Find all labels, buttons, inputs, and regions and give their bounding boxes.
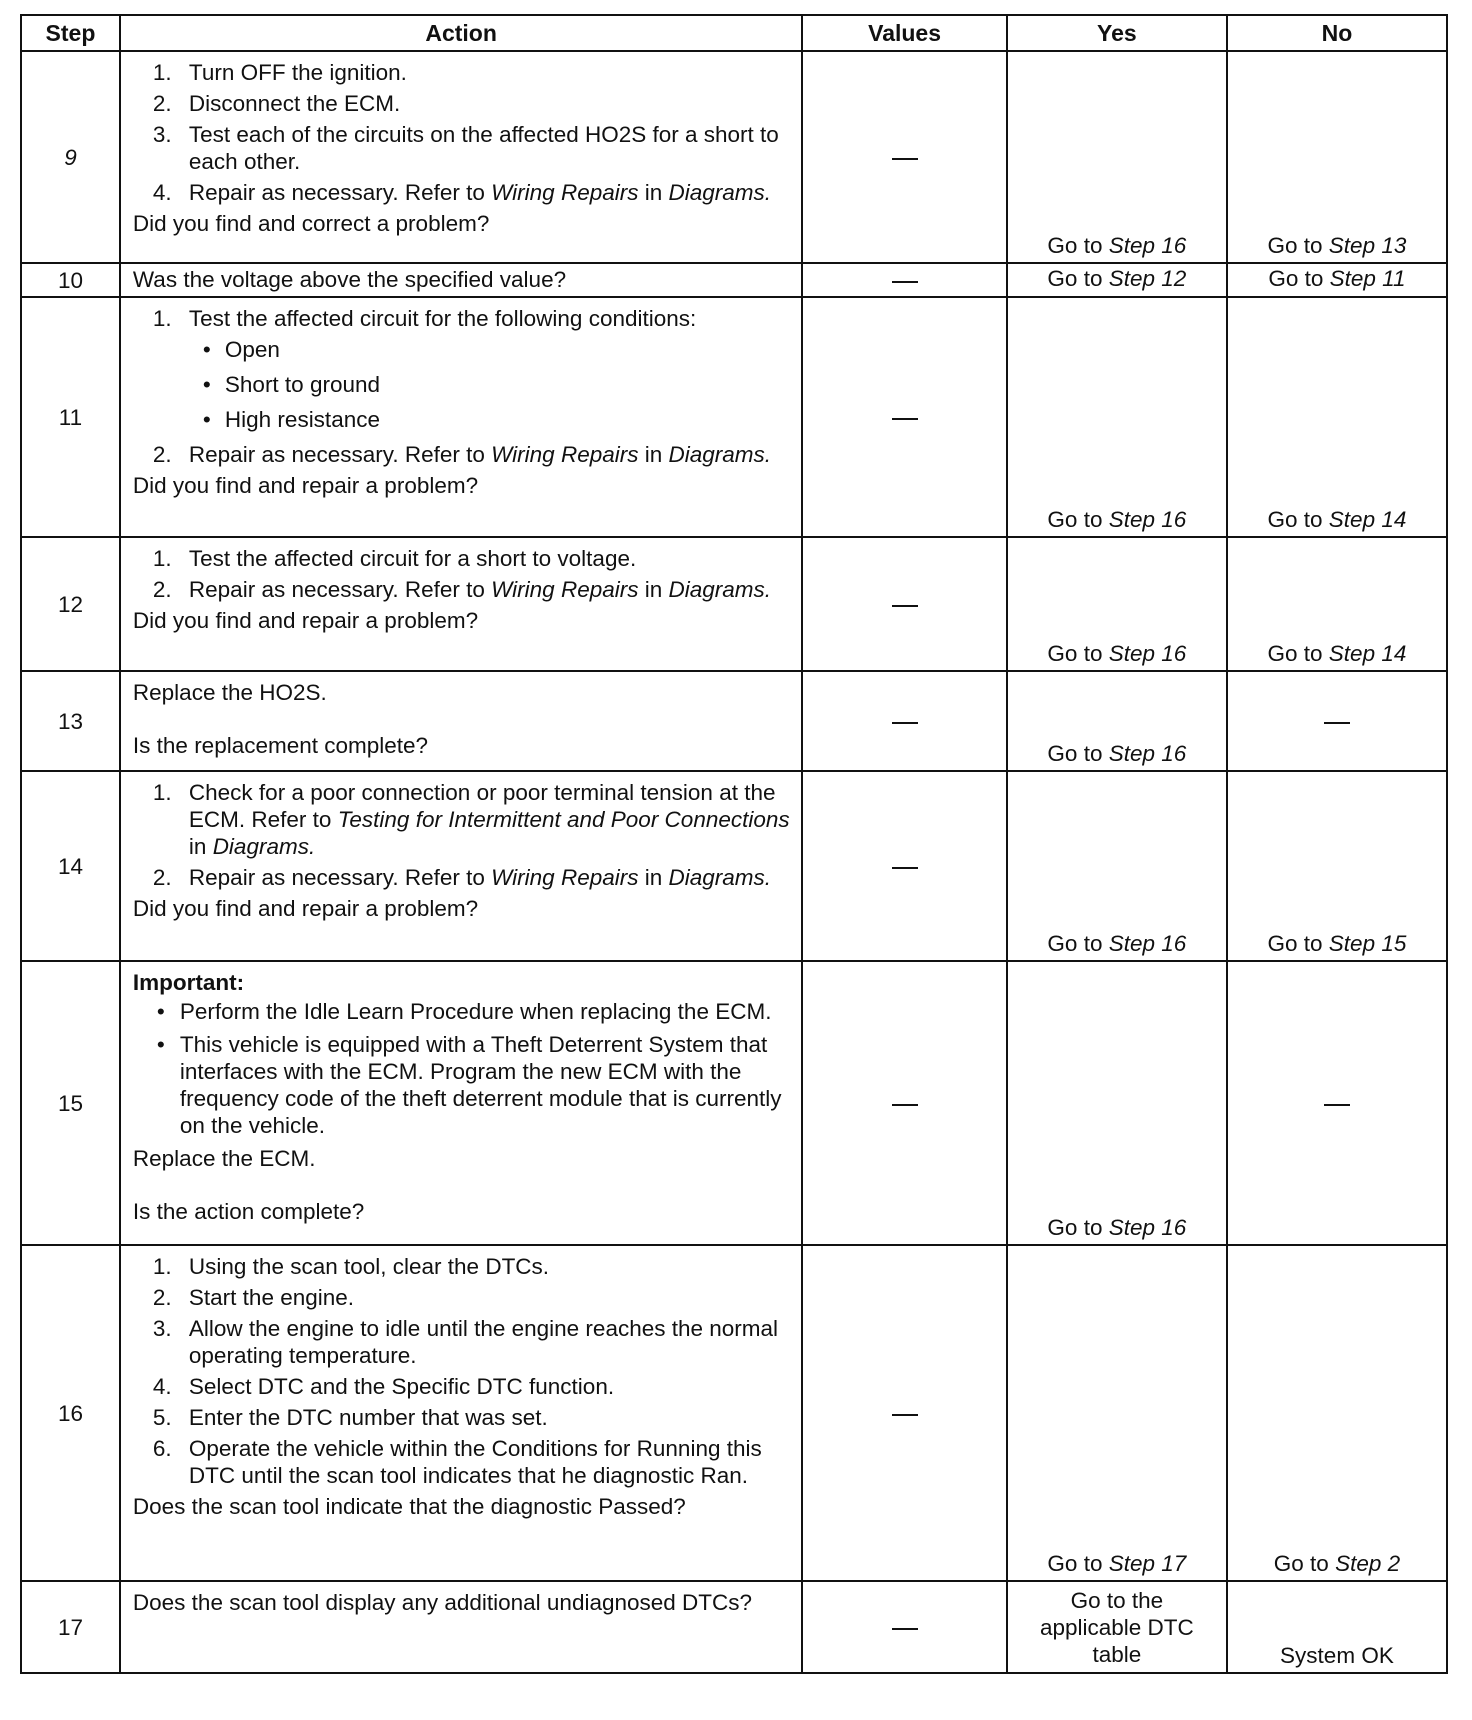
dash-mark <box>892 1628 918 1630</box>
no-cell <box>1227 671 1447 771</box>
action-cell <box>120 537 802 671</box>
question-text: Was the voltage above the specified value? <box>132 267 567 292</box>
table-row <box>21 263 1447 297</box>
list-item: 2. Start the engine. <box>152 1285 355 1310</box>
dash-mark <box>892 867 918 869</box>
reference-link-text: Testing for Intermittent and Poor Connections <box>337 807 790 832</box>
values-cell <box>802 671 1007 771</box>
step-number: 14 <box>21 771 120 961</box>
step-number: 12 <box>21 537 120 671</box>
header-action: Action <box>120 15 802 51</box>
yes-cell: Go to Step 16 <box>1007 537 1227 671</box>
values-cell <box>802 537 1007 671</box>
values-cell <box>802 51 1007 263</box>
header-no: No <box>1227 15 1447 51</box>
step-number: 15 <box>21 961 120 1245</box>
list-item: 2. Repair as necessary. Refer to Wiring Repairs in Diagrams. <box>152 442 772 467</box>
list-item: 2. Repair as necessary. Refer to Wiring Repairs in Diagrams. <box>152 865 772 890</box>
list-item: 1. Test the affected circuit for a short to voltage. <box>152 546 637 571</box>
table-row <box>21 771 1447 961</box>
no-cell: Go to Step 15 <box>1227 771 1447 961</box>
dash-mark <box>892 418 918 420</box>
condition-list <box>189 336 793 433</box>
yes-cell: Go to Step 16 <box>1007 671 1227 771</box>
action-cell <box>120 263 802 297</box>
step-number: 17 <box>21 1581 120 1673</box>
yes-cell: Go to Step 12 <box>1007 263 1227 297</box>
values-cell <box>802 771 1007 961</box>
action-cell <box>120 961 802 1245</box>
step-number: 9 <box>21 51 120 263</box>
values-cell <box>802 297 1007 537</box>
dash-mark <box>1324 722 1350 724</box>
yes-cell: Go to the applicable DTC table <box>1007 1581 1227 1673</box>
question-text: Did you find and correct a problem? <box>132 211 490 236</box>
dash-mark <box>1324 1104 1350 1106</box>
action-list <box>133 305 793 468</box>
step-number: 10 <box>21 263 120 297</box>
header-row <box>21 15 1447 51</box>
action-cell <box>120 771 802 961</box>
list-item: • Open <box>202 337 280 362</box>
header-step: Step <box>21 15 120 51</box>
dash-mark <box>892 722 918 724</box>
list-item: • Perform the Idle Learn Procedure when replacing the ECM. <box>156 999 772 1024</box>
dash-mark <box>892 281 918 283</box>
values-cell <box>802 1581 1007 1673</box>
reference-link-text: Wiring Repairs <box>491 442 639 467</box>
instruction-text: Replace the ECM. <box>132 1146 316 1171</box>
diagnostic-table-sheet <box>20 14 1448 1674</box>
diagnostic-table <box>20 14 1448 1674</box>
table-row <box>21 51 1447 263</box>
no-cell: Go to Step 11 <box>1227 263 1447 297</box>
action-cell <box>120 51 802 263</box>
table-row <box>21 1245 1447 1581</box>
list-item: 3. Allow the engine to idle until the engine reaches the normal operating temperature. <box>152 1316 779 1368</box>
important-list <box>133 998 793 1139</box>
table-row <box>21 297 1447 537</box>
no-cell: Go to Step 13 <box>1227 51 1447 263</box>
instruction-text: Replace the HO2S. <box>132 680 327 705</box>
list-item: • High resistance <box>202 407 380 432</box>
no-cell: Go to Step 14 <box>1227 537 1447 671</box>
reference-link-text: Wiring Repairs <box>491 865 639 890</box>
yes-cell: Go to Step 16 <box>1007 51 1227 263</box>
no-cell <box>1227 961 1447 1245</box>
important-label: Important: <box>132 970 245 995</box>
action-list <box>133 545 793 603</box>
table-row <box>21 537 1447 671</box>
question-text: Does the scan tool display any additional undiagnosed DTCs? <box>132 1590 753 1615</box>
reference-link-text: Wiring Repairs <box>491 577 639 602</box>
question-text: Did you find and repair a problem? <box>132 473 479 498</box>
action-cell <box>120 1581 802 1673</box>
list-item: 1. Test the affected circuit for the following conditions: • Open • Short to ground • High resistance <box>133 305 793 433</box>
question-text: Did you find and repair a problem? <box>132 608 479 633</box>
yes-cell: Go to Step 17 <box>1007 1245 1227 1581</box>
yes-cell: Go to Step 16 <box>1007 771 1227 961</box>
dash-mark <box>892 1104 918 1106</box>
list-item: 1. Check for a poor connection or poor terminal tension at the ECM. Refer to Testing for Intermittent and Poor Connections in Diagrams. <box>152 780 790 859</box>
reference-link-text: Wiring Repairs <box>491 180 639 205</box>
dash-mark <box>892 158 918 160</box>
no-cell: System OK <box>1227 1581 1447 1673</box>
action-cell <box>120 1245 802 1581</box>
step-number: 13 <box>21 671 120 771</box>
question-text: Does the scan tool indicate that the diagnostic Passed? <box>132 1494 686 1519</box>
question-text: Is the action complete? <box>132 1199 365 1224</box>
list-item: • Short to ground <box>202 372 381 397</box>
step-number: 16 <box>21 1245 120 1581</box>
action-cell <box>120 297 802 537</box>
header-values: Values <box>802 15 1007 51</box>
yes-cell: Go to Step 16 <box>1007 961 1227 1245</box>
dash-mark <box>892 1414 918 1416</box>
list-item: 2. Disconnect the ECM. <box>152 91 401 116</box>
list-item: 4. Select DTC and the Specific DTC function. <box>152 1374 615 1399</box>
list-item: 4. Repair as necessary. Refer to Wiring Repairs in Diagrams. <box>152 180 772 205</box>
question-text: Is the replacement complete? <box>132 733 429 758</box>
dash-mark <box>892 605 918 607</box>
values-cell <box>802 961 1007 1245</box>
list-item: 2. Repair as necessary. Refer to Wiring Repairs in Diagrams. <box>152 577 772 602</box>
action-cell <box>120 671 802 771</box>
list-item: 1. Using the scan tool, clear the DTCs. <box>152 1254 550 1279</box>
list-item: 6. Operate the vehicle within the Conditions for Running this DTC until the scan tool indicates that he diagnostic Ran. <box>152 1436 762 1488</box>
list-item: • This vehicle is equipped with a Theft Deterrent System that interfaces with the ECM. Program the new ECM with the frequency code of the theft deterrent module that is currently on the vehicle. <box>156 1032 782 1138</box>
list-item: 1. Turn OFF the ignition. <box>152 60 407 85</box>
action-list <box>133 1253 793 1489</box>
step-number: 11 <box>21 297 120 537</box>
no-cell: Go to Step 14 <box>1227 297 1447 537</box>
header-yes: Yes <box>1007 15 1227 51</box>
list-item: 3. Test each of the circuits on the affected HO2S for a short to each other. <box>152 122 779 174</box>
values-cell <box>802 1245 1007 1581</box>
action-list <box>133 59 793 206</box>
list-item: 5. Enter the DTC number that was set. <box>152 1405 548 1430</box>
values-cell <box>802 263 1007 297</box>
question-text: Did you find and repair a problem? <box>132 896 479 921</box>
table-row <box>21 671 1447 771</box>
table-row <box>21 1581 1447 1673</box>
table-row <box>21 961 1447 1245</box>
no-cell: Go to Step 2 <box>1227 1245 1447 1581</box>
yes-cell: Go to Step 16 <box>1007 297 1227 537</box>
action-list <box>133 779 793 891</box>
